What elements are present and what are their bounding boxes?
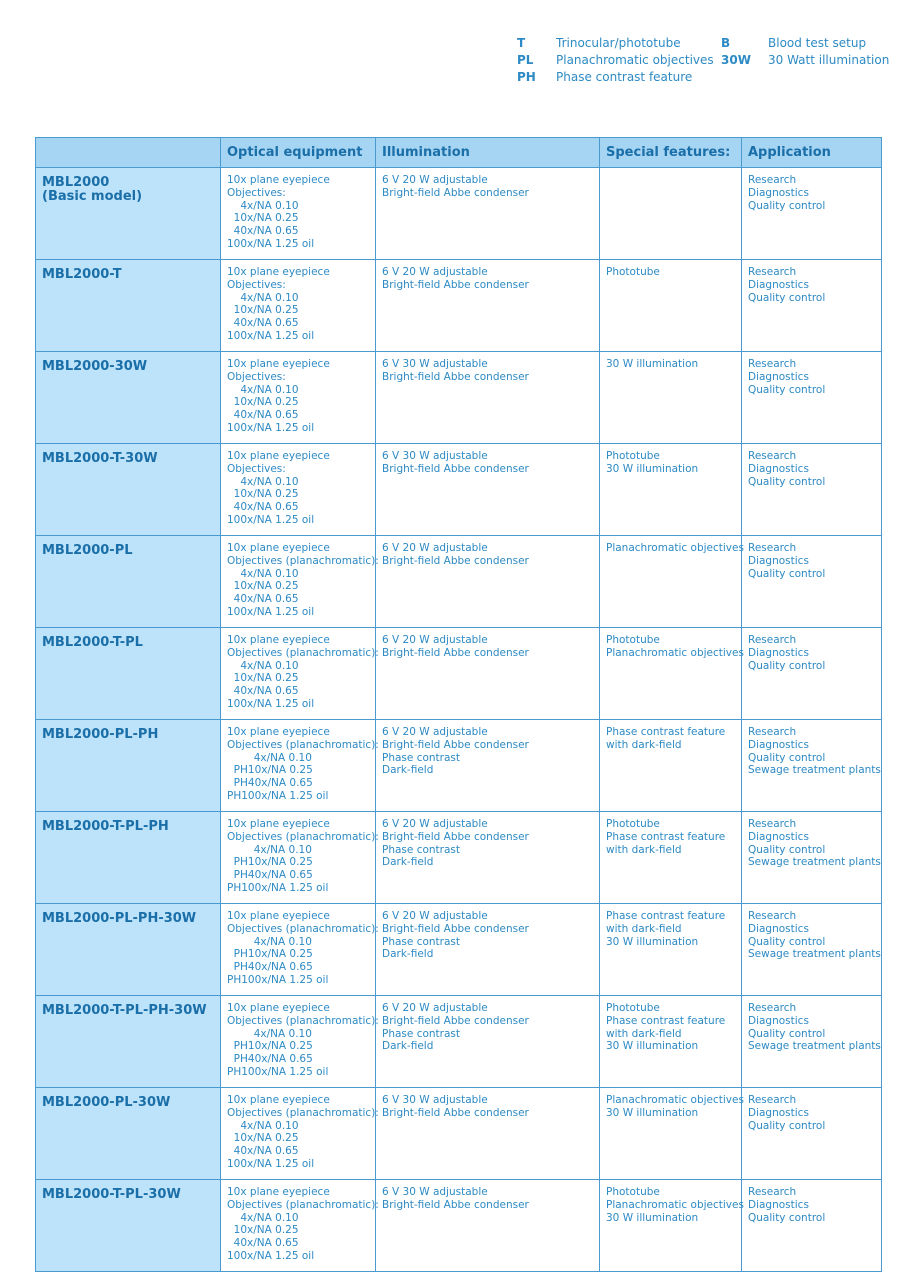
cell-line: PH40x/NA 0.65 xyxy=(227,1053,313,1066)
application-cell xyxy=(742,1180,882,1272)
cell-line: MBL2000-T xyxy=(42,267,122,282)
cell-line: Objectives (planachromatic): xyxy=(227,1198,379,1211)
model-cell xyxy=(36,260,221,352)
cell-line: Objectives (planachromatic): xyxy=(227,554,379,567)
special-features-cell xyxy=(600,720,742,812)
cell-line: Sewage treatment plants xyxy=(748,764,881,777)
legend-abbr: B xyxy=(721,36,731,50)
header-illumination: Illumination xyxy=(376,138,600,168)
cell-line: Objectives: xyxy=(227,370,286,383)
cell-line: 4x/NA 0.10 xyxy=(227,751,312,764)
cell-line: MBL2000 xyxy=(42,175,110,190)
cell-line: Bright-field Abbe condenser xyxy=(382,1198,529,1211)
cell-line: Quality control xyxy=(748,1119,826,1132)
application-cell xyxy=(742,168,882,260)
application-cell xyxy=(742,352,882,444)
cell-line: with dark-field xyxy=(606,922,682,935)
special-features-cell xyxy=(600,996,742,1088)
cell-line: 4x/NA 0.10 xyxy=(227,659,299,672)
cell-line: Quality control xyxy=(748,199,826,212)
cell-line: 4x/NA 0.10 xyxy=(227,383,299,396)
illumination-cell xyxy=(376,720,600,812)
cell-line: Research xyxy=(748,634,797,646)
cell-line: Quality control xyxy=(748,383,826,396)
application-cell xyxy=(742,628,882,720)
cell-line: Planachromatic objectives xyxy=(606,1094,744,1106)
optical-equipment-cell xyxy=(221,904,379,996)
cell-line: Quality control xyxy=(748,935,826,948)
cell-line: MBL2000-30W xyxy=(42,359,148,374)
optical-equipment-cell xyxy=(221,720,379,812)
cell-line: Objectives: xyxy=(227,278,286,291)
abbreviation-legend xyxy=(517,35,889,86)
cell-line: MBL2000-T-PL-30W xyxy=(42,1187,181,1202)
cell-line: Quality control xyxy=(748,1027,826,1040)
cell-line: Planachromatic objectives xyxy=(606,646,744,659)
cell-line: Planachromatic objectives xyxy=(606,542,744,554)
cell-line: Bright-field Abbe condenser xyxy=(382,830,529,843)
optical-equipment-cell xyxy=(221,628,379,720)
cell-line: Bright-field Abbe condenser xyxy=(382,186,529,199)
table-row xyxy=(36,1180,882,1272)
cell-line: 6 V 20 W adjustable xyxy=(382,174,488,186)
cell-line: Phototube xyxy=(606,1002,660,1014)
cell-line: Objectives (planachromatic): xyxy=(227,1014,379,1027)
cell-line: Quality control xyxy=(748,1211,826,1224)
table-row xyxy=(36,260,882,352)
cell-line: 100x/NA 1.25 oil xyxy=(227,1157,315,1170)
cell-line: Phase contrast feature xyxy=(606,830,726,843)
cell-line: Phase contrast feature xyxy=(606,910,726,922)
illumination-cell xyxy=(376,168,600,260)
legend-row xyxy=(517,35,889,52)
illumination-cell xyxy=(376,996,600,1088)
cell-line: Quality control xyxy=(748,475,826,488)
header-application: Application xyxy=(742,138,882,168)
cell-line: 4x/NA 0.10 xyxy=(227,843,312,856)
cell-line: 100x/NA 1.25 oil xyxy=(227,605,315,618)
cell-line: Objectives (planachromatic): xyxy=(227,738,379,751)
cell-line: MBL2000-T-30W xyxy=(42,451,158,466)
cell-line: 4x/NA 0.10 xyxy=(227,291,299,304)
model-cell xyxy=(36,628,221,720)
cell-line: 10x plane eyepiece xyxy=(227,450,330,462)
table-header-row xyxy=(36,138,882,168)
cell-line: PH10x/NA 0.25 xyxy=(227,764,313,777)
cell-line: PH100x/NA 1.25 oil xyxy=(227,1065,329,1078)
cell-line: Research xyxy=(748,726,797,738)
cell-line: 10x plane eyepiece xyxy=(227,634,330,646)
cell-line: Bright-field Abbe condenser xyxy=(382,370,529,383)
cell-line: Diagnostics xyxy=(748,1198,809,1211)
cell-line: 100x/NA 1.25 oil xyxy=(227,697,315,710)
cell-line: Bright-field Abbe condenser xyxy=(382,738,529,751)
cell-line: 10x plane eyepiece xyxy=(227,358,330,370)
cell-line: Research xyxy=(748,450,797,462)
cell-line: 10x/NA 0.25 xyxy=(227,672,299,685)
cell-line: 4x/NA 0.10 xyxy=(227,567,299,580)
optical-equipment-cell xyxy=(221,1180,379,1272)
special-features-cell xyxy=(600,352,742,444)
cell-line: 10x plane eyepiece xyxy=(227,542,330,554)
special-features-cell xyxy=(600,444,742,536)
cell-line: 6 V 20 W adjustable xyxy=(382,542,488,554)
cell-line: 10x/NA 0.25 xyxy=(227,1132,299,1145)
cell-line: 10x plane eyepiece xyxy=(227,818,330,830)
cell-line: 6 V 30 W adjustable xyxy=(382,450,488,462)
cell-line: 10x/NA 0.25 xyxy=(227,396,299,409)
cell-line: Research xyxy=(748,266,797,278)
cell-line: 6 V 20 W adjustable xyxy=(382,634,488,646)
cell-line: Bright-field Abbe condenser xyxy=(382,646,529,659)
header-special-features: Special features: xyxy=(600,138,742,168)
cell-line: Phase contrast xyxy=(382,751,460,764)
cell-line: Objectives: xyxy=(227,186,286,199)
application-cell xyxy=(742,720,882,812)
cell-line: Sewage treatment plants xyxy=(748,856,881,869)
model-cell xyxy=(36,444,221,536)
header-model xyxy=(36,138,221,168)
illumination-cell xyxy=(376,260,600,352)
cell-line: 100x/NA 1.25 oil xyxy=(227,513,315,526)
cell-line: 6 V 20 W adjustable xyxy=(382,910,488,922)
cell-line: MBL2000-PL-PH xyxy=(42,727,159,742)
application-cell xyxy=(742,812,882,904)
cell-line: 10x plane eyepiece xyxy=(227,1002,330,1014)
table-row xyxy=(36,444,882,536)
cell-line: Phototube xyxy=(606,634,660,646)
legend-abbr: PL xyxy=(517,53,534,67)
cell-line: 4x/NA 0.10 xyxy=(227,1119,299,1132)
optical-equipment-cell xyxy=(221,352,376,444)
cell-line: with dark-field xyxy=(606,1027,682,1040)
cell-line: MBL2000-T-PL xyxy=(42,635,143,650)
cell-line: with dark-field xyxy=(606,738,682,751)
cell-line: Bright-field Abbe condenser xyxy=(382,278,529,291)
cell-line: 6 V 20 W adjustable xyxy=(382,1002,488,1014)
cell-line: 4x/NA 0.10 xyxy=(227,475,299,488)
cell-line: Objectives (planachromatic): xyxy=(227,646,379,659)
cell-line: Research xyxy=(748,358,797,370)
optical-equipment-cell xyxy=(221,1088,379,1180)
table-row xyxy=(36,168,882,260)
cell-line: Phase contrast feature xyxy=(606,1014,726,1027)
cell-line: Objectives (planachromatic): xyxy=(227,922,379,935)
cell-line: 30 W illumination xyxy=(606,1106,699,1119)
cell-line: 6 V 20 W adjustable xyxy=(382,818,488,830)
model-cell xyxy=(36,996,221,1088)
cell-line: MBL2000-PL-PH-30W xyxy=(42,911,197,926)
illumination-cell xyxy=(376,628,600,720)
cell-line: Diagnostics xyxy=(748,370,809,383)
cell-line: 10x/NA 0.25 xyxy=(227,304,299,317)
legend-row xyxy=(517,52,889,69)
cell-line: (Basic model) xyxy=(42,189,143,204)
cell-line: Research xyxy=(748,1186,797,1198)
table-row xyxy=(36,720,882,812)
cell-line: Diagnostics xyxy=(748,830,809,843)
cell-line: Bright-field Abbe condenser xyxy=(382,554,529,567)
cell-line: 100x/NA 1.25 oil xyxy=(227,1249,315,1262)
cell-line: 10x/NA 0.25 xyxy=(227,580,299,593)
cell-line: PH40x/NA 0.65 xyxy=(227,777,313,790)
cell-line: Diagnostics xyxy=(748,922,809,935)
cell-line: 6 V 20 W adjustable xyxy=(382,726,488,738)
cell-line: Diagnostics xyxy=(748,554,809,567)
cell-line: 100x/NA 1.25 oil xyxy=(227,329,315,342)
header-optical-equipment: Optical equipment xyxy=(221,138,376,168)
cell-line: 6 V 30 W adjustable xyxy=(382,1094,488,1106)
model-cell xyxy=(36,352,221,444)
application-cell xyxy=(742,996,882,1088)
legend-desc: 30 Watt illumination xyxy=(768,53,890,67)
illumination-cell xyxy=(376,904,600,996)
model-cell xyxy=(36,904,221,996)
cell-line: Quality control xyxy=(748,291,826,304)
cell-line: 10x plane eyepiece xyxy=(227,266,330,278)
special-features-cell xyxy=(600,628,742,720)
optical-equipment-cell xyxy=(221,444,376,536)
cell-line: Bright-field Abbe condenser xyxy=(382,462,529,475)
model-cell xyxy=(36,812,221,904)
cell-line: 4x/NA 0.10 xyxy=(227,1211,299,1224)
cell-line: Objectives (planachromatic): xyxy=(227,830,379,843)
cell-line: Research xyxy=(748,1094,797,1106)
cell-line: Phototube xyxy=(606,450,660,462)
cell-line: Diagnostics xyxy=(748,646,809,659)
model-cell xyxy=(36,720,221,812)
cell-line: Quality control xyxy=(748,659,826,672)
cell-line: PH100x/NA 1.25 oil xyxy=(227,881,329,894)
cell-line: Bright-field Abbe condenser xyxy=(382,1014,529,1027)
cell-line: 40x/NA 0.65 xyxy=(227,409,299,422)
cell-line: 4x/NA 0.10 xyxy=(227,935,312,948)
cell-line: 30 W illumination xyxy=(606,462,699,475)
optical-equipment-cell xyxy=(221,996,379,1088)
cell-line: PH10x/NA 0.25 xyxy=(227,948,313,961)
cell-line: Diagnostics xyxy=(748,738,809,751)
cell-line: Research xyxy=(748,1002,797,1014)
special-features-cell xyxy=(600,260,742,352)
legend-desc: Blood test setup xyxy=(768,36,867,50)
cell-line: Objectives: xyxy=(227,462,286,475)
cell-line: Dark-field xyxy=(382,764,434,777)
cell-line: 30 W illumination xyxy=(606,1211,699,1224)
cell-line: 100x/NA 1.25 oil xyxy=(227,421,315,434)
cell-line: 30 W illumination xyxy=(606,358,699,370)
illumination-cell xyxy=(376,1088,600,1180)
cell-line: Dark-field xyxy=(382,948,434,961)
table-row xyxy=(36,812,882,904)
cell-line: Phase contrast feature xyxy=(606,726,726,738)
cell-line: 10x plane eyepiece xyxy=(227,726,330,738)
cell-line: 10x plane eyepiece xyxy=(227,1186,330,1198)
cell-line: 10x/NA 0.25 xyxy=(227,1224,299,1237)
cell-line: 6 V 30 W adjustable xyxy=(382,358,488,370)
table-body xyxy=(36,168,882,1272)
cell-line: Sewage treatment plants xyxy=(748,1040,881,1053)
cell-line: MBL2000-PL xyxy=(42,543,133,558)
cell-line: 40x/NA 0.65 xyxy=(227,225,299,238)
cell-line: Phase contrast xyxy=(382,843,460,856)
cell-line: 10x plane eyepiece xyxy=(227,910,330,922)
cell-line: Bright-field Abbe condenser xyxy=(382,1106,529,1119)
optical-equipment-cell xyxy=(221,260,376,352)
illumination-cell xyxy=(376,812,600,904)
cell-line: Phase contrast xyxy=(382,935,460,948)
table-row xyxy=(36,996,882,1088)
special-features-cell xyxy=(600,1180,742,1272)
table-row xyxy=(36,352,882,444)
cell-line: Quality control xyxy=(748,751,826,764)
legend-abbr: T xyxy=(517,36,526,50)
special-features-cell xyxy=(600,168,742,260)
cell-line: Phototube xyxy=(606,1186,660,1198)
cell-line: 6 V 30 W adjustable xyxy=(382,1186,488,1198)
application-cell xyxy=(742,260,882,352)
cell-line: Diagnostics xyxy=(748,186,809,199)
model-spec-table xyxy=(35,137,882,1272)
cell-line: 10x/NA 0.25 xyxy=(227,212,299,225)
cell-line: Planachromatic objectives xyxy=(606,1198,744,1211)
cell-line: PH40x/NA 0.65 xyxy=(227,961,313,974)
cell-line: Research xyxy=(748,174,797,186)
cell-line: 4x/NA 0.10 xyxy=(227,199,299,212)
cell-line: Quality control xyxy=(748,843,826,856)
cell-line: Bright-field Abbe condenser xyxy=(382,922,529,935)
cell-line: PH10x/NA 0.25 xyxy=(227,856,313,869)
cell-line: Research xyxy=(748,542,797,554)
cell-line: 10x plane eyepiece xyxy=(227,1094,330,1106)
cell-line: Dark-field xyxy=(382,1040,434,1053)
cell-line: 4x/NA 0.10 xyxy=(227,1027,312,1040)
application-cell xyxy=(742,904,882,996)
cell-line: Dark-field xyxy=(382,856,434,869)
cell-line: 30 W illumination xyxy=(606,935,699,948)
table-row xyxy=(36,904,882,996)
cell-line: MBL2000-T-PL-PH-30W xyxy=(42,1003,207,1018)
cell-line: Phase contrast xyxy=(382,1027,460,1040)
cell-line: Phototube xyxy=(606,818,660,830)
model-cell xyxy=(36,168,221,260)
application-cell xyxy=(742,444,882,536)
optical-equipment-cell xyxy=(221,536,379,628)
legend-abbr: PH xyxy=(517,70,536,84)
table-row xyxy=(36,628,882,720)
cell-line: 10x plane eyepiece xyxy=(227,174,330,186)
cell-line: Objectives (planachromatic): xyxy=(227,1106,379,1119)
cell-line: Diagnostics xyxy=(748,278,809,291)
model-cell xyxy=(36,536,221,628)
cell-line: 40x/NA 0.65 xyxy=(227,1237,299,1250)
legend-desc: Phase contrast feature xyxy=(556,70,693,84)
illumination-cell xyxy=(376,352,600,444)
cell-line: 40x/NA 0.65 xyxy=(227,501,299,514)
legend-row xyxy=(517,69,889,86)
illumination-cell xyxy=(376,1180,600,1272)
model-cell xyxy=(36,1088,221,1180)
cell-line: with dark-field xyxy=(606,843,682,856)
cell-line: 40x/NA 0.65 xyxy=(227,685,299,698)
application-cell xyxy=(742,536,882,628)
special-features-cell xyxy=(600,904,742,996)
cell-line: Diagnostics xyxy=(748,1014,809,1027)
legend-desc: Planachromatic objectives xyxy=(556,53,714,67)
special-features-cell xyxy=(600,1088,742,1180)
cell-line: Diagnostics xyxy=(748,1106,809,1119)
cell-line: Diagnostics xyxy=(748,462,809,475)
special-features-cell xyxy=(600,812,742,904)
legend-desc: Trinocular/phototube xyxy=(556,36,681,50)
special-features-cell xyxy=(600,536,742,628)
cell-line: Phototube xyxy=(606,266,660,278)
cell-line: 40x/NA 0.65 xyxy=(227,1145,299,1158)
illumination-cell xyxy=(376,444,600,536)
illumination-cell xyxy=(376,536,600,628)
cell-line: Quality control xyxy=(748,567,826,580)
cell-line: 100x/NA 1.25 oil xyxy=(227,237,315,250)
cell-line: PH100x/NA 1.25 oil xyxy=(227,973,329,986)
cell-line: Sewage treatment plants xyxy=(748,948,881,961)
optical-equipment-cell xyxy=(221,812,379,904)
cell-line: MBL2000-T-PL-PH xyxy=(42,819,169,834)
cell-line: PH100x/NA 1.25 oil xyxy=(227,789,329,802)
cell-line: 40x/NA 0.65 xyxy=(227,317,299,330)
cell-line: PH40x/NA 0.65 xyxy=(227,869,313,882)
cell-line: MBL2000-PL-30W xyxy=(42,1095,171,1110)
cell-line: 30 W illumination xyxy=(606,1040,699,1053)
optical-equipment-cell xyxy=(221,168,376,260)
cell-line: Research xyxy=(748,818,797,830)
cell-line: 6 V 20 W adjustable xyxy=(382,266,488,278)
cell-line: 10x/NA 0.25 xyxy=(227,488,299,501)
table-row xyxy=(36,1088,882,1180)
application-cell xyxy=(742,1088,882,1180)
cell-line: 40x/NA 0.65 xyxy=(227,593,299,606)
model-cell xyxy=(36,1180,221,1272)
table-row xyxy=(36,536,882,628)
cell-line: Research xyxy=(748,910,797,922)
cell-line: PH10x/NA 0.25 xyxy=(227,1040,313,1053)
legend-abbr: 30W xyxy=(721,53,751,67)
